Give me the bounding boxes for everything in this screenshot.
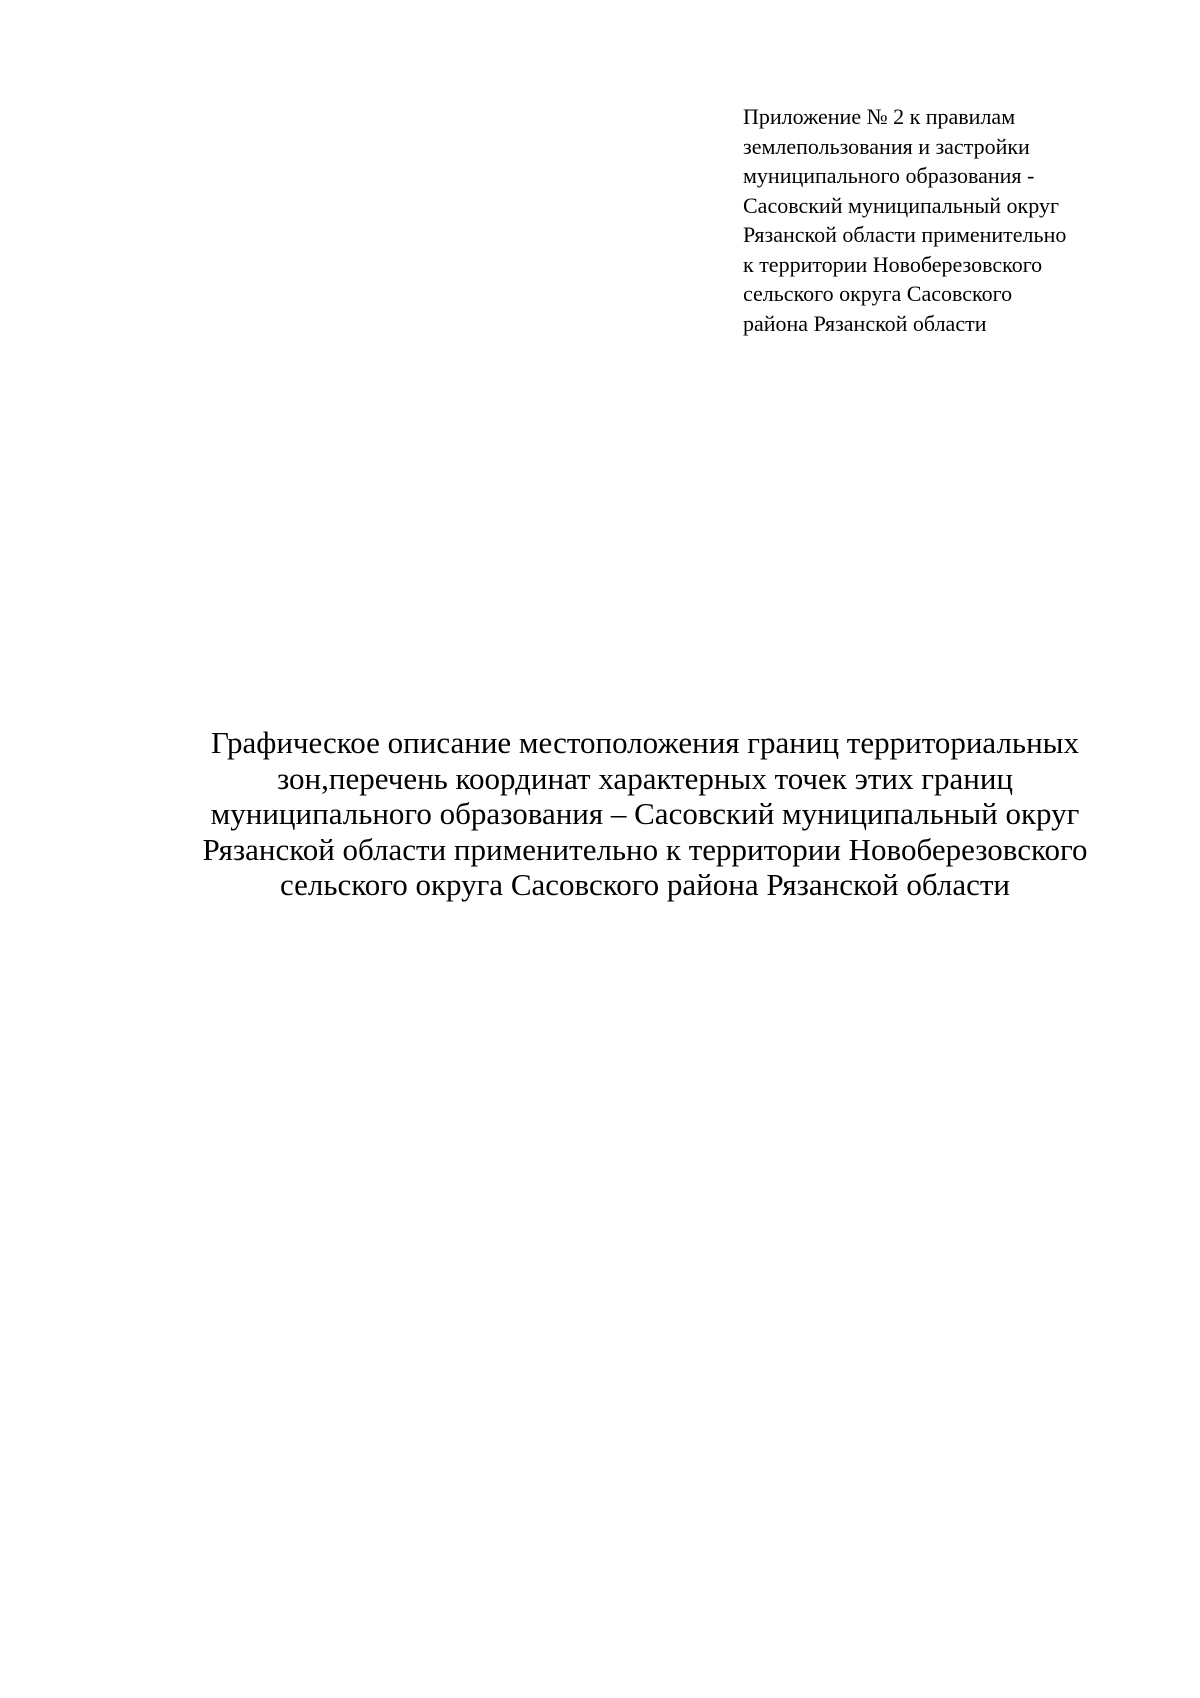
- appendix-note-line: района Рязанской области: [743, 310, 987, 336]
- appendix-note: [743, 102, 1143, 338]
- appendix-note-line: Приложение № 2 к правилам: [743, 104, 1016, 129]
- appendix-note-line: к территории Новоберезовского: [743, 251, 1043, 277]
- document-title-line: Графическое описание местоположения границ территориальных: [211, 725, 1079, 760]
- appendix-note-line: Сасовский муниципальный округ: [743, 192, 1059, 218]
- appendix-note-line: сельского округа Сасовского: [743, 281, 1013, 306]
- appendix-note-line: муниципального образования -: [743, 163, 1035, 188]
- document-title-line: Рязанской области применительно к территории Новоберезовского: [202, 831, 1088, 867]
- document-title-line: зон,перечень координат характерных точек этих границ: [276, 760, 1014, 796]
- document-title-line: сельского округа Сасовского района Рязанской области: [280, 867, 1010, 902]
- appendix-note-line: землепользования и застройки: [743, 133, 1030, 159]
- document-title: [100, 725, 1190, 903]
- document-title-line: муниципального образования – Сасовский муниципальный округ: [210, 796, 1080, 831]
- appendix-note-line: Рязанской области применительно: [743, 222, 1067, 247]
